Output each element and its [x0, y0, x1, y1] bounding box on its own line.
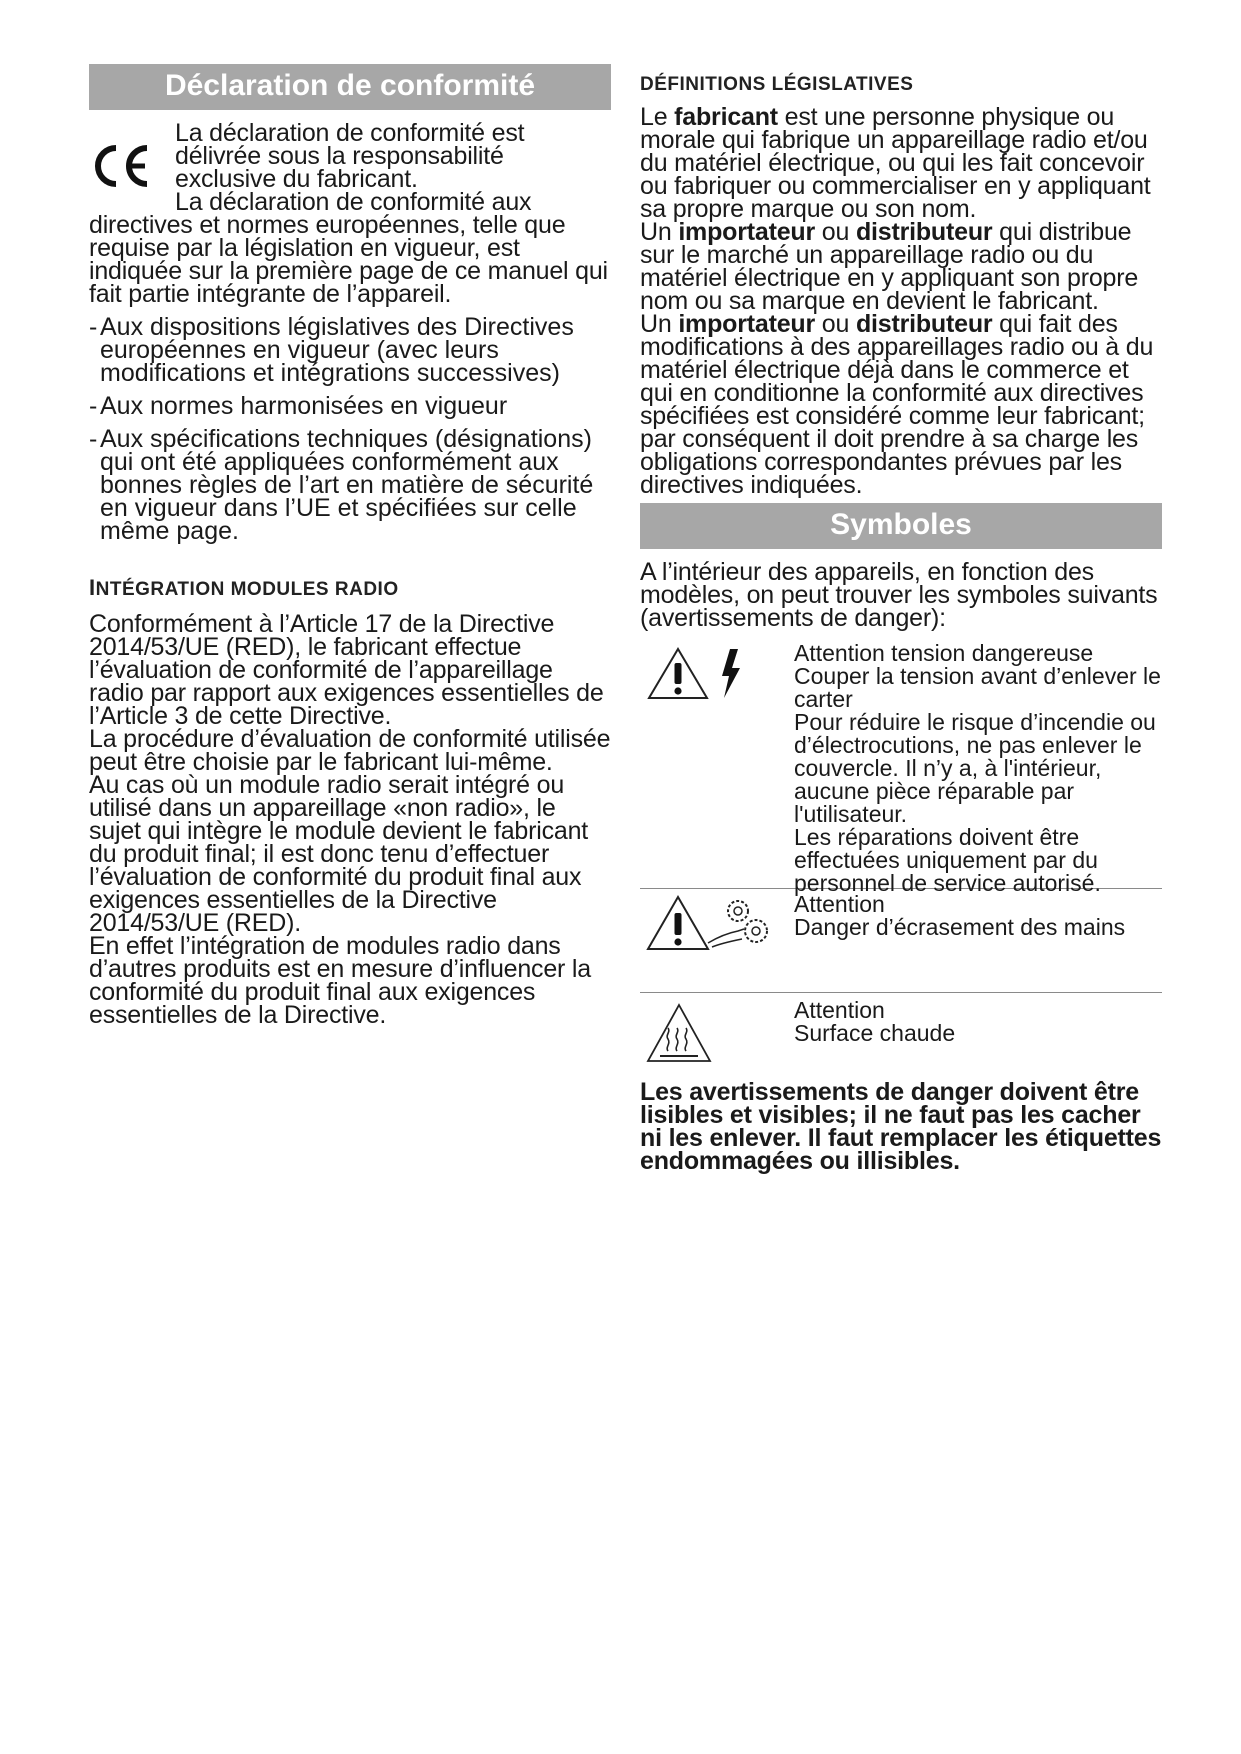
radio-section — [89, 610, 611, 1029]
warning-notice: Les avertissements de danger doivent être lisibles et visibles; il ne faut pas les cacher ni les enlever. Il faut remplacer les étiquettes endommagées ou illisibles. — [640, 1078, 1162, 1175]
symbol-row-hot — [640, 993, 1162, 1071]
symbol-row-crush — [640, 889, 1162, 993]
list-item: - Aux spécifications techniques (désignations) qui ont été appliquées conformément aux bonnes règles de l’art en matière de sécurité en vigueur dans l’UE et spécifiées sur celle même page. — [89, 425, 594, 545]
definition-importer-2: Un importateur ou distributeur qui fait des modifications à des appareillages radio ou à du matériel électrique déjà dans le commerce et qui en conditionne la conformité aux directives spécifiées est considéré comme leur fabricant; par conséquent il doit prendre à sa charge les obligations correspondantes prévues par les directives indiquées. — [640, 310, 1154, 499]
radio-paragraph-3: Au cas où un module radio serait intégré ou utilisé dans un appareillage «non radio», le sujet qui intègre le module devient le fabricant du produit final; il est donc tenu d’effectuer l’évaluation de conformité du produit final aux exigences essentielles de la Directive 2014/53/UE (RED). — [89, 771, 589, 937]
ce-paragraph-1: La déclaration de conformité est délivrée sous la responsabilité exclusive du fabricant. — [175, 119, 525, 193]
definitions-section — [640, 103, 1162, 499]
list-item: - Aux dispositions législatives des Directives européennes en vigueur (avec leurs modifications et intégrations successives) — [89, 313, 574, 387]
left-column — [89, 64, 611, 1027]
hot-surface-icon — [644, 1001, 714, 1065]
symbol-description: Attention Surface chaude — [794, 997, 956, 1046]
hand-crush-icon — [646, 893, 774, 953]
ce-block — [89, 119, 611, 308]
symbol-description: Attention tension dangereuse Couper la tension avant d’enlever le carter Pour réduire le risque d’incendie ou d’électrocutions, ne pas enlever le couvercle. Il n’y a, à l'intérieur, aucune pièce réparable par l'utilisateur. Les réparations doivent être effectuées uniquement par du personnel de service autorisé. — [794, 640, 1161, 896]
list-item: - Aux normes harmonisées en vigueur — [89, 392, 508, 420]
ce-mark-icon — [89, 142, 151, 190]
right-column — [640, 64, 1162, 1173]
symbol-row-electrical — [640, 640, 1162, 896]
radio-paragraph-1: Conformément à l’Article 17 de la Directive 2014/53/UE (RED), le fabricant effectue l’évaluation de conformité de l’appareillage radio par rapport aux exigences essentielles de l’Article 3 de cette Directive. — [89, 610, 604, 730]
definition-importer-1: Un importateur ou distributeur qui distribue sur le marché un appareillage radio ou du matériel électrique en y appliquant son propre nom ou sa marque en devient le fabricant. — [640, 218, 1139, 315]
definition-manufacturer: Le fabricant est une personne physique ou morale qui fabrique un appareillage radio et/ou du matériel électrique, ou qui les fait concevoir ou fabriquer ou commercialiser en y appliquant sa propre marque ou son nom. — [640, 103, 1151, 223]
symbols-heading: Symboles — [640, 503, 1162, 549]
symbols-table — [640, 642, 1162, 1071]
radio-paragraph-2: La procédure d’évaluation de conformité utilisée peut être choisie par le fabricant lui-même. — [89, 725, 611, 776]
symbols-intro: A l’intérieur des appareils, en fonction des modèles, on peut trouver les symboles suivants (avertissements de danger): — [640, 558, 1158, 632]
declaration-heading: Déclaration de conformité — [89, 64, 611, 110]
radio-paragraph-4: En effet l’intégration de modules radio dans d’autres produits est en mesure d’influencer la conformité du produit final aux exigences essentielles de la Directive. — [89, 932, 591, 1029]
radio-integration-heading: INTÉGRATION MODULES RADIO — [89, 575, 399, 600]
symbol-description: Attention Danger d’écrasement des mains — [794, 891, 1126, 940]
bullet-list — [89, 313, 611, 545]
electrical-hazard-icon — [646, 646, 746, 702]
ce-paragraph-2: La déclaration de conformité aux directives et normes européennes, telle que requise par la législation en vigueur, est indiquée sur la première page de ce manuel qui fait partie intégrante de l’appareil. — [89, 188, 608, 308]
definitions-heading: DÉFINITIONS LÉGISLATIVES — [640, 74, 914, 95]
